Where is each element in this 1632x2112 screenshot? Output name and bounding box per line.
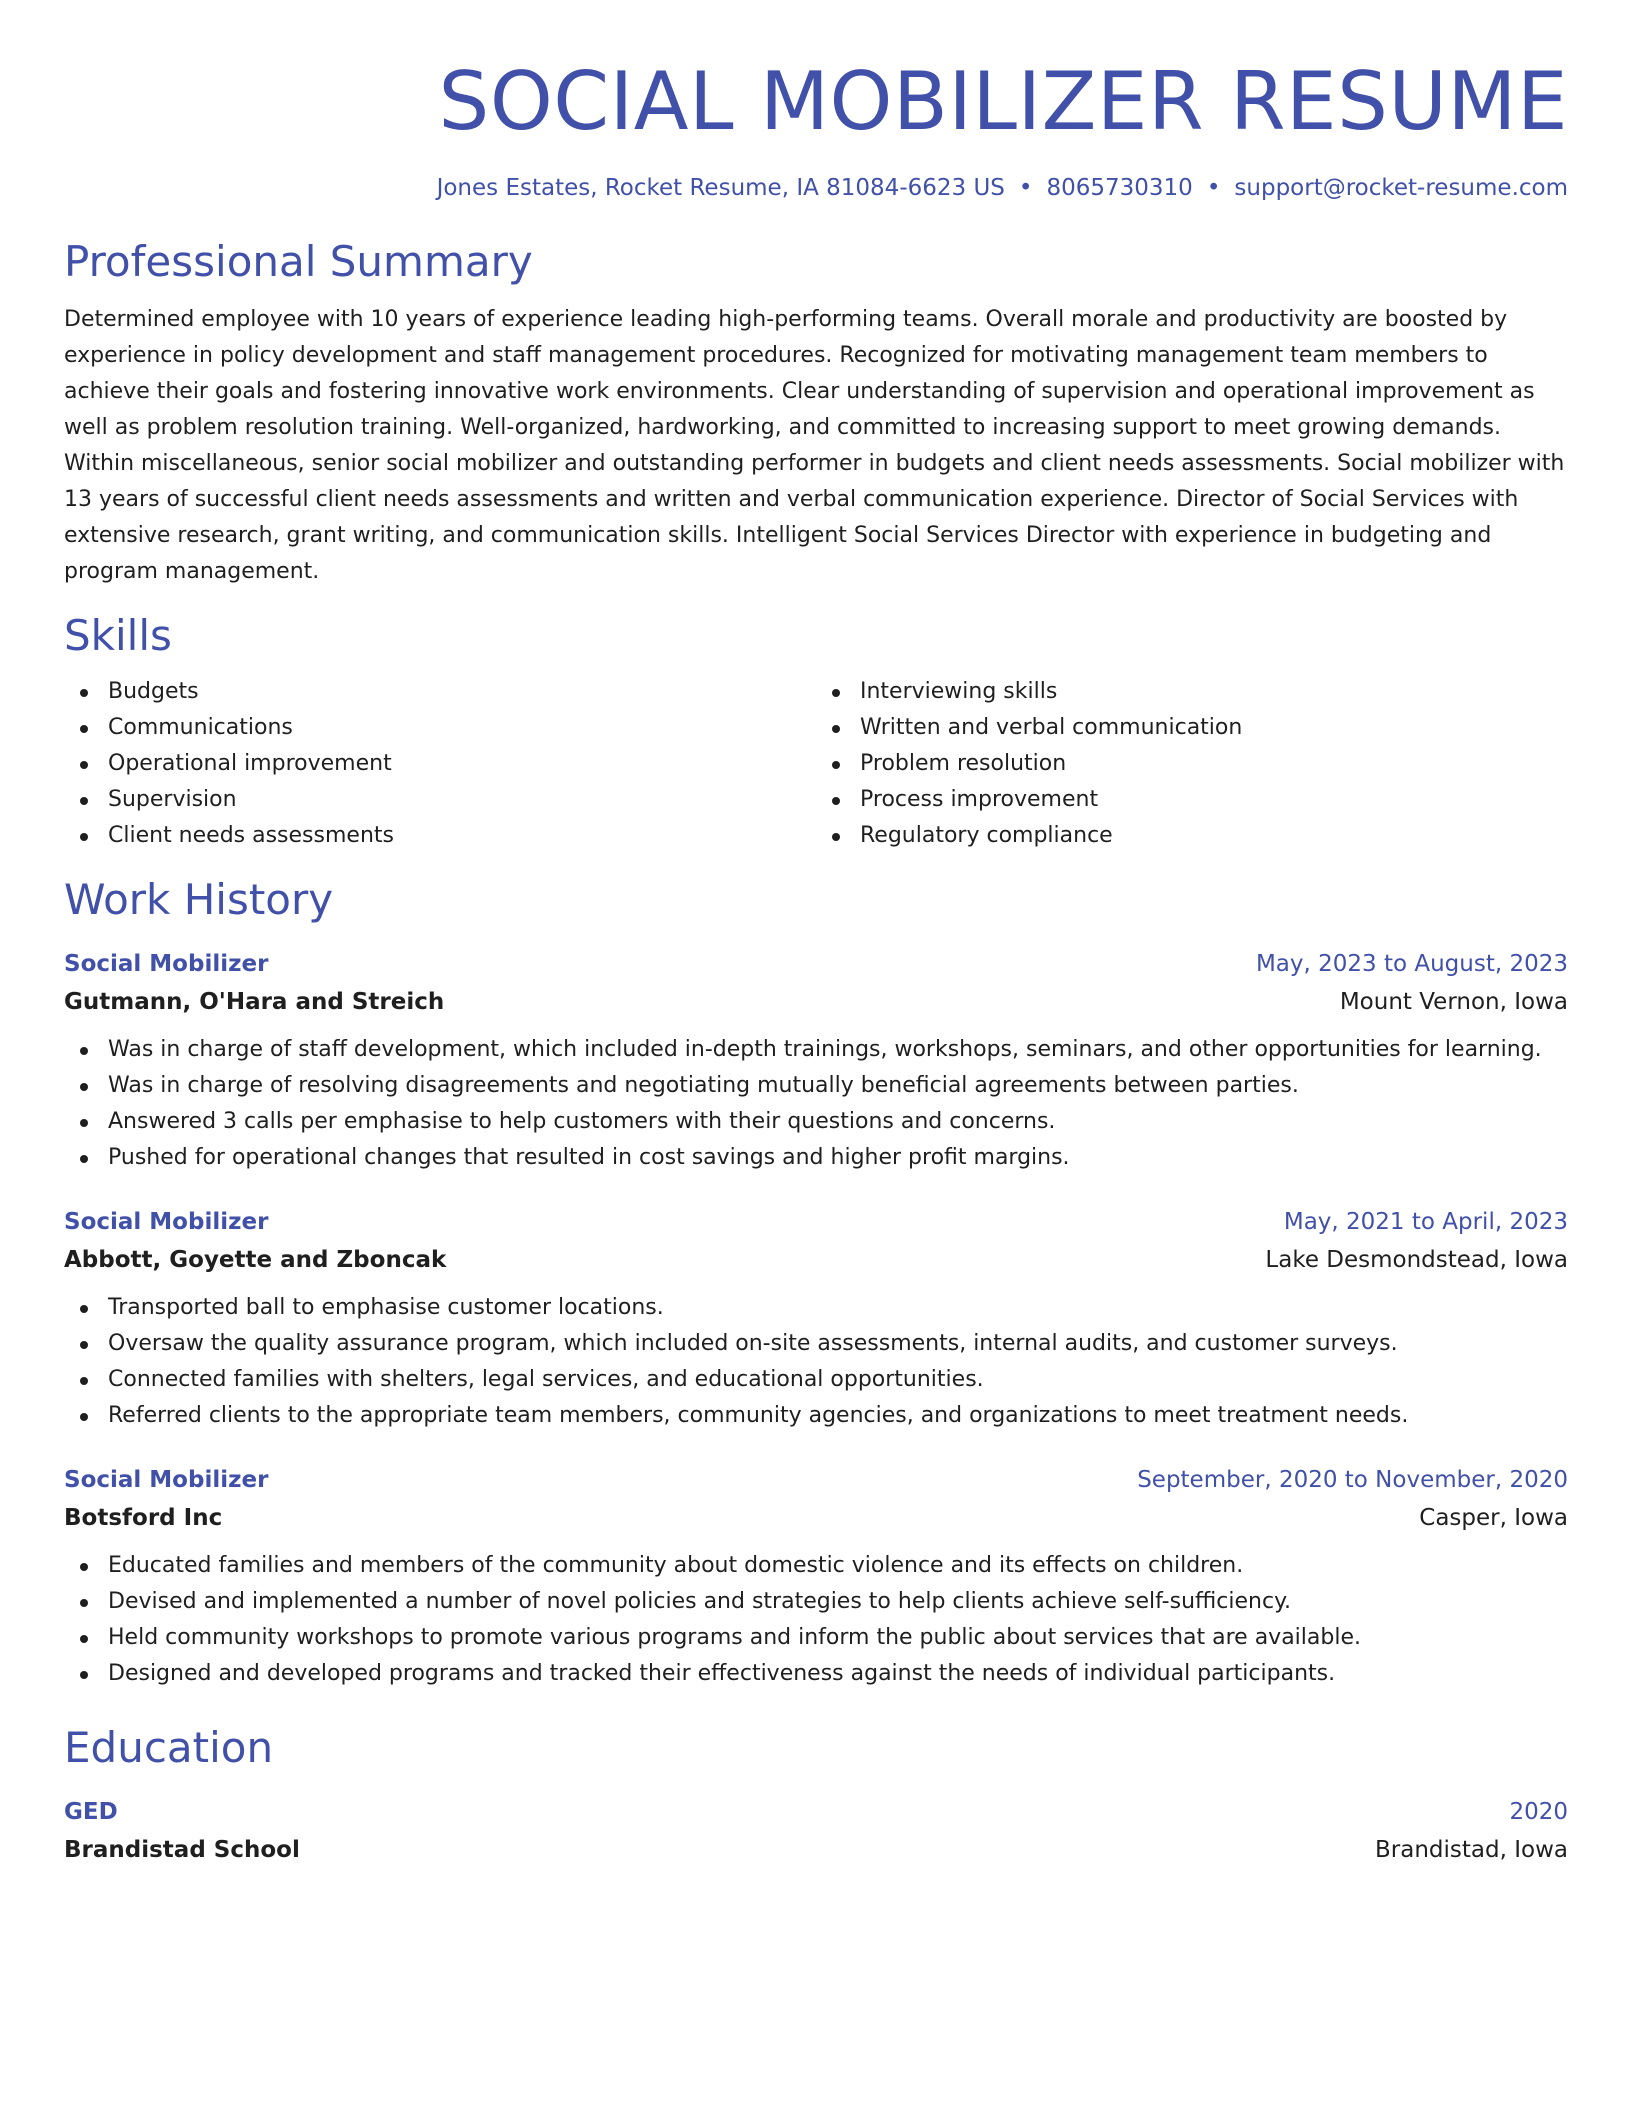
degree: GED (64, 1799, 118, 1825)
contact-address: Jones Estates, Rocket Resume, IA 81084-6623 US (436, 175, 1005, 201)
skill-item: Client needs assessments (64, 818, 816, 854)
job-title: Social Mobilizer (64, 1209, 269, 1235)
contact-separator: • (1206, 175, 1221, 201)
job-location: Lake Desmondstead, Iowa (1265, 1247, 1568, 1273)
job-bullets (64, 1032, 1568, 1176)
job-location: Casper, Iowa (1419, 1505, 1568, 1531)
job-bullets (64, 1548, 1568, 1692)
job-dates: May, 2023 to August, 2023 (1255, 951, 1568, 977)
job-dates: May, 2021 to April, 2023 (1283, 1209, 1568, 1235)
contact-phone: 8065730310 (1046, 175, 1193, 201)
school-location: Brandistad, Iowa (1375, 1837, 1568, 1863)
job-entry (64, 1462, 1568, 1692)
job-title: Social Mobilizer (64, 1467, 269, 1493)
skill-item: Interviewing skills (816, 674, 1568, 710)
job-bullet: Held community workshops to promote various programs and inform the public about services that are available. (64, 1620, 1568, 1656)
job-bullet: Answered 3 calls per emphasise to help customers with their questions and concerns. (64, 1104, 1568, 1140)
skill-item: Process improvement (816, 782, 1568, 818)
job-bullet: Transported ball to emphasise customer locations. (64, 1290, 1568, 1326)
skill-item: Regulatory compliance (816, 818, 1568, 854)
skills-heading: Skills (64, 611, 172, 660)
job-bullet: Designed and developed programs and tracked their effectiveness against the needs of individual participants. (64, 1656, 1568, 1692)
summary-text: Determined employee with 10 years of experience leading high-performing teams. Overall morale and productivity are boosted by experience in policy development and staff management procedures. Recognized for motivating management team members to achieve their goals and fostering innovative work environments. Clear understanding of supervision and operational improvement as well as problem resolution training. Well-organized, hardworking, and committed to increasing support to meet growing demands. Within miscellaneous, senior social mobilizer and outstanding performer in budgets and client needs assessments. Social mobilizer with 13 years of successful client needs assessments and written and verbal communication experience. Director of Social Services with extensive research, grant writing, and communication skills. Intelligent Social Services Director with experience in budgeting and program management. (64, 307, 1565, 584)
work-history-heading: Work History (64, 875, 334, 924)
company-name: Gutmann, O'Hara and Streich (64, 989, 445, 1015)
skill-item: Problem resolution (816, 746, 1568, 782)
school-name: Brandistad School (64, 1837, 300, 1863)
skills-column-left (64, 674, 816, 854)
skill-item: Budgets (64, 674, 816, 710)
job-bullet: Educated families and members of the community about domestic violence and its effects on children. (64, 1548, 1568, 1584)
contact-separator: • (1018, 175, 1033, 201)
skills-column-right (816, 674, 1568, 854)
job-bullet: Pushed for operational changes that resulted in cost savings and higher profit margins. (64, 1140, 1568, 1176)
job-bullet: Connected families with shelters, legal services, and educational opportunities. (64, 1362, 1568, 1398)
job-title: Social Mobilizer (64, 951, 269, 977)
job-bullet: Was in charge of staff development, which included in-depth trainings, workshops, seminars, and other opportunities for learning. (64, 1032, 1568, 1068)
resume-title: SOCIAL MOBILIZER RESUME (438, 55, 1568, 148)
skill-item: Communications (64, 710, 816, 746)
skill-item: Written and verbal communication (816, 710, 1568, 746)
graduation-year: 2020 (1509, 1799, 1568, 1825)
summary-heading: Professional Summary (64, 237, 533, 286)
skill-item: Supervision (64, 782, 816, 818)
education-entry (64, 1794, 1568, 1870)
education-heading: Education (64, 1723, 274, 1772)
job-entry (64, 946, 1568, 1176)
skill-item: Operational improvement (64, 746, 816, 782)
job-bullets (64, 1290, 1568, 1434)
skills-list (64, 674, 1568, 854)
job-dates: September, 2020 to November, 2020 (1137, 1467, 1568, 1493)
job-bullet: Was in charge of resolving disagreements and negotiating mutually beneficial agreements between parties. (64, 1068, 1568, 1104)
job-location: Mount Vernon, Iowa (1339, 989, 1568, 1015)
company-name: Abbott, Goyette and Zboncak (64, 1247, 447, 1273)
job-bullet: Devised and implemented a number of novel policies and strategies to help clients achieve self-sufficiency. (64, 1584, 1568, 1620)
job-bullet: Referred clients to the appropriate team members, community agencies, and organizations to meet treatment needs. (64, 1398, 1568, 1434)
contact-email: support@rocket-resume.com (1234, 175, 1568, 201)
job-entry (64, 1204, 1568, 1434)
contact-line (64, 172, 1568, 204)
job-bullet: Oversaw the quality assurance program, which included on-site assessments, internal audits, and customer surveys. (64, 1326, 1568, 1362)
company-name: Botsford Inc (64, 1505, 223, 1531)
